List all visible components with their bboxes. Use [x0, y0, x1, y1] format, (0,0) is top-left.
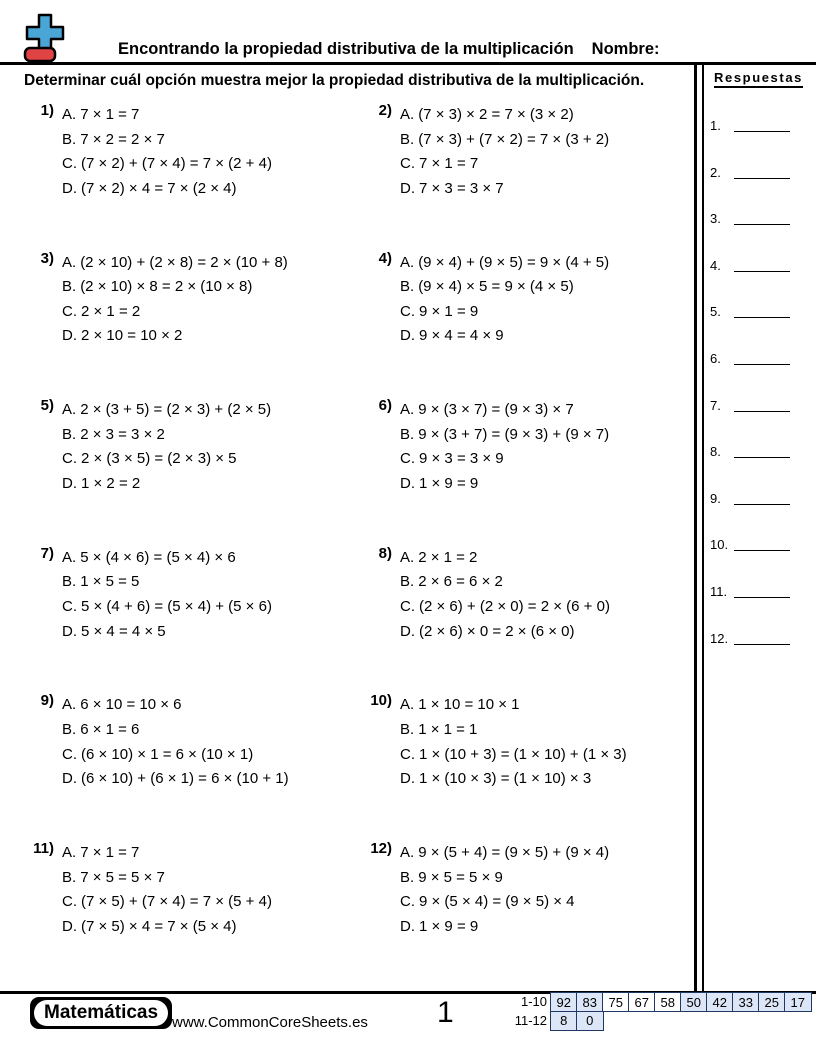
answer-number: 2.: [710, 164, 721, 180]
option-text: (7 × 2) + (7 × 4) = 7 × (2 + 4): [81, 155, 272, 173]
instruction-text: Determinar cuál opción muestra mejor la propiedad distributiva de la multiplicación.: [24, 72, 645, 89]
option-label: B.: [400, 278, 415, 296]
answer-blank[interactable]: [734, 304, 790, 318]
option-label: C.: [62, 155, 77, 173]
option-line: [400, 324, 609, 349]
option-line: [62, 767, 289, 792]
option-label: D.: [400, 179, 415, 197]
option-text: 9 × 1 = 9: [419, 302, 479, 320]
option-text: (7 × 5) × 4 = 7 × (5 × 4): [81, 917, 237, 935]
option-line: [400, 447, 609, 472]
option-label: D.: [400, 474, 415, 492]
option-list: [400, 546, 610, 644]
option-label: A.: [62, 696, 77, 714]
option-text: (7 × 5) + (7 × 4) = 7 × (5 + 4): [81, 893, 272, 911]
answer-number: 9.: [710, 490, 721, 506]
option-list: [400, 841, 609, 939]
option-label: D.: [62, 327, 77, 345]
option-line: [400, 866, 609, 891]
option-label: A.: [62, 843, 77, 861]
score-cell: 8: [550, 1011, 578, 1031]
score-cell: 92: [550, 992, 578, 1012]
option-list: [400, 398, 609, 496]
answer-number: 3.: [710, 211, 721, 227]
problem: [362, 248, 700, 396]
option-line: [400, 423, 609, 448]
answer-item: [710, 302, 810, 349]
option-line: [62, 743, 289, 768]
option-label: D.: [62, 179, 77, 197]
option-line: [62, 152, 272, 177]
answer-blank[interactable]: [734, 165, 790, 179]
option-label: A.: [400, 106, 415, 123]
score-cell: 25: [758, 992, 786, 1012]
option-line: [400, 251, 609, 276]
score-cell: 50: [680, 992, 708, 1012]
option-text: 1 × 9 = 9: [419, 474, 479, 492]
option-text: 7 × 2 = 2 × 7: [80, 130, 165, 148]
option-list: [62, 693, 289, 791]
answer-item: [710, 629, 810, 676]
option-label: C.: [62, 893, 77, 911]
option-label: A.: [400, 401, 415, 419]
option-label: B.: [400, 425, 415, 443]
answers-panel: [701, 62, 816, 991]
option-text: 9 × 5 = 5 × 9: [418, 868, 503, 886]
option-text: 2 × 1 = 2: [418, 548, 478, 566]
answer-item: [710, 535, 810, 582]
option-label: D.: [62, 917, 77, 935]
option-label: A.: [400, 548, 415, 566]
problem-number: 7): [40, 544, 54, 562]
problem-number: 10): [370, 692, 392, 710]
score-cell: 0: [576, 1011, 604, 1031]
answer-number: 4.: [710, 257, 721, 273]
option-line: [62, 915, 272, 940]
option-text: (7 × 2) × 4 = 7 × (2 × 4): [81, 179, 237, 197]
option-line: [62, 398, 271, 423]
option-label: C.: [400, 597, 415, 615]
option-label: A.: [400, 253, 415, 271]
answer-number: 6.: [710, 350, 721, 366]
answer-blank[interactable]: [734, 584, 790, 598]
problem: [362, 690, 700, 838]
option-text: 1 × 5 = 5: [80, 573, 140, 591]
option-text: (6 × 10) × 1 = 6 × (10 × 1): [81, 745, 254, 763]
option-text: 7 × 3 = 3 × 7: [419, 179, 504, 197]
option-label: C.: [400, 745, 415, 763]
option-text: (2 × 6) + (2 × 0) = 2 × (6 + 0): [419, 597, 610, 615]
option-line: [62, 128, 272, 153]
score-cell: 17: [784, 992, 812, 1012]
option-text: 2 × 10 = 10 × 2: [81, 327, 183, 345]
option-line: [62, 693, 289, 718]
problem-number: 3): [40, 249, 54, 267]
option-text: 2 × (3 × 5) = (2 × 3) × 5: [81, 450, 237, 468]
option-text: 5 × 4 = 4 × 5: [81, 622, 166, 640]
answers-title: Respuestas: [714, 70, 803, 88]
answer-number: 11.: [710, 583, 728, 599]
problem-number: 9): [40, 692, 54, 710]
answer-blank[interactable]: [734, 491, 790, 505]
problem-number: 4): [378, 249, 392, 267]
option-line: [400, 546, 610, 571]
option-line: [62, 620, 272, 645]
problem: [24, 248, 362, 396]
option-list: [400, 103, 609, 201]
option-label: C.: [62, 597, 77, 615]
answers-list: [710, 116, 810, 675]
option-line: [62, 570, 272, 595]
problem: [24, 690, 362, 838]
option-line: [62, 300, 288, 325]
option-label: C.: [62, 745, 77, 763]
option-text: 1 × 10 = 10 × 1: [418, 696, 520, 714]
option-label: C.: [400, 155, 415, 173]
answer-number: 7.: [710, 397, 721, 413]
option-label: C.: [62, 302, 77, 320]
option-label: B.: [62, 278, 77, 296]
option-line: [400, 718, 627, 743]
option-text: 6 × 10 = 10 × 6: [80, 696, 182, 714]
option-line: [62, 275, 288, 300]
option-label: D.: [62, 474, 77, 492]
option-label: A.: [62, 401, 77, 419]
option-text: 6 × 1 = 6: [80, 720, 140, 738]
option-label: B.: [62, 573, 77, 591]
option-text: 1 × 9 = 9: [419, 917, 479, 935]
option-line: [62, 251, 288, 276]
option-line: [62, 718, 289, 743]
option-text: 7 × 1 = 7: [80, 843, 140, 861]
option-label: C.: [400, 450, 415, 468]
option-label: C.: [62, 450, 77, 468]
option-text: 2 × 3 = 3 × 2: [80, 425, 165, 443]
problem: [24, 100, 362, 248]
option-text: 7 × 1 = 7: [80, 106, 140, 123]
problem: [24, 395, 362, 543]
option-line: [62, 841, 272, 866]
option-label: B.: [62, 720, 77, 738]
option-label: D.: [400, 327, 415, 345]
option-label: C.: [400, 302, 415, 320]
option-line: [62, 595, 272, 620]
option-label: B.: [62, 130, 77, 148]
option-list: [62, 841, 272, 939]
option-text: 9 × (3 + 7) = (9 × 3) + (9 × 7): [418, 425, 610, 443]
answer-blank[interactable]: [734, 537, 790, 551]
score-range-label: 11-12: [514, 1012, 547, 1028]
problem-number: 5): [40, 397, 54, 415]
brand-logo-label: Matemáticas: [34, 1000, 168, 1026]
score-cell: 83: [576, 992, 604, 1012]
score-cell: 75: [602, 992, 630, 1012]
option-text: 9 × (5 × 4) = (9 × 5) × 4: [419, 893, 575, 911]
option-text: (7 × 3) + (7 × 2) = 7 × (3 + 2): [418, 130, 610, 148]
option-label: C.: [400, 893, 415, 911]
option-line: [400, 767, 627, 792]
option-text: 9 × 4 = 4 × 9: [419, 327, 504, 345]
score-grid: [505, 992, 816, 1031]
page-title: Encontrando la propiedad distributiva de la multiplicación: [118, 40, 574, 58]
option-text: (9 × 4) × 5 = 9 × (4 × 5): [418, 278, 574, 296]
score-cell: 67: [628, 992, 656, 1012]
answer-blank[interactable]: [734, 351, 790, 365]
option-text: 7 × 5 = 5 × 7: [80, 868, 165, 886]
answer-item: [710, 256, 810, 303]
option-text: 9 × (5 + 4) = (9 × 5) + (9 × 4): [418, 843, 610, 861]
option-text: 1 × 2 = 2: [81, 474, 141, 492]
website-link[interactable]: www.CommonCoreSheets.es: [172, 1014, 368, 1031]
answer-item: [710, 163, 810, 210]
option-text: 7 × 1 = 7: [419, 155, 479, 173]
option-line: [400, 620, 610, 645]
option-line: [400, 890, 609, 915]
option-list: [62, 398, 271, 496]
problems-grid: [24, 100, 700, 986]
problem: [362, 838, 700, 986]
option-text: (9 × 4) + (9 × 5) = 9 × (4 + 5): [418, 253, 610, 271]
option-text: 2 × (3 + 5) = (2 × 3) + (2 × 5): [80, 401, 272, 419]
answer-blank[interactable]: [734, 444, 790, 458]
score-cell: 42: [706, 992, 734, 1012]
score-range-label: 1-10: [520, 994, 547, 1009]
answer-number: 8.: [710, 444, 721, 460]
option-list: [400, 693, 627, 791]
answer-item: [710, 116, 810, 163]
plus-icon: [22, 12, 68, 64]
option-text: (2 × 10) + (2 × 8) = 2 × (10 + 8): [80, 253, 288, 271]
option-label: A.: [62, 106, 77, 123]
option-line: [62, 890, 272, 915]
option-label: D.: [400, 622, 415, 640]
option-list: [400, 251, 609, 349]
option-line: [400, 275, 609, 300]
option-line: [400, 128, 609, 153]
option-label: A.: [62, 548, 77, 566]
problem-number: 8): [378, 544, 392, 562]
option-line: [62, 447, 271, 472]
answer-item: [710, 209, 810, 256]
option-list: [62, 103, 272, 201]
option-label: B.: [62, 425, 77, 443]
problem-number: 12): [370, 839, 392, 857]
option-line: [400, 841, 609, 866]
option-line: [400, 177, 609, 202]
option-label: A.: [62, 253, 77, 271]
option-text: 9 × 3 = 3 × 9: [419, 450, 504, 468]
score-cell: 58: [654, 992, 682, 1012]
option-text: 1 × (10 + 3) = (1 × 10) + (1 × 3): [419, 745, 627, 763]
answer-number: 12.: [710, 630, 729, 646]
answer-item: [710, 582, 810, 629]
option-label: B.: [400, 130, 415, 148]
option-text: (7 × 3) × 2 = 7 × (3 × 2): [418, 106, 574, 123]
option-line: [400, 103, 609, 128]
score-row: [505, 1011, 816, 1031]
option-label: D.: [400, 770, 415, 788]
option-label: D.: [62, 770, 77, 788]
option-line: [400, 398, 609, 423]
option-list: [62, 546, 272, 644]
option-text: (2 × 6) × 0 = 2 × (6 × 0): [419, 622, 575, 640]
option-line: [62, 324, 288, 349]
option-text: 2 × 1 = 2: [81, 302, 141, 320]
option-text: 1 × (10 × 3) = (1 × 10) × 3: [419, 770, 592, 788]
option-line: [400, 915, 609, 940]
option-label: D.: [62, 622, 77, 640]
answer-blank[interactable]: [734, 631, 790, 645]
option-line: [62, 177, 272, 202]
answer-item: [710, 442, 810, 489]
option-label: B.: [62, 868, 77, 886]
problem: [362, 543, 700, 691]
score-cell: 33: [732, 992, 760, 1012]
option-text: 5 × (4 + 6) = (5 × 4) + (5 × 6): [81, 597, 272, 615]
option-text: 2 × 6 = 6 × 2: [418, 573, 503, 591]
option-text: 9 × (3 × 7) = (9 × 3) × 7: [418, 401, 574, 419]
problem-number: 11): [33, 839, 54, 857]
answer-item: [710, 396, 810, 443]
answer-number: 5.: [710, 304, 721, 320]
option-line: [400, 743, 627, 768]
option-line: [62, 546, 272, 571]
option-line: [62, 423, 271, 448]
option-label: A.: [400, 696, 415, 714]
problem: [362, 395, 700, 543]
option-text: 5 × (4 × 6) = (5 × 4) × 6: [80, 548, 236, 566]
option-label: B.: [400, 573, 415, 591]
problem-number: 2): [378, 102, 392, 119]
answer-blank[interactable]: [734, 118, 790, 132]
brand-logo: [30, 997, 172, 1029]
problem: [24, 543, 362, 691]
score-row: [505, 992, 816, 1012]
answer-blank[interactable]: [734, 258, 790, 272]
option-label: D.: [400, 917, 415, 935]
option-text: (6 × 10) + (6 × 1) = 6 × (10 + 1): [81, 770, 289, 788]
problem-number: 6): [378, 397, 392, 415]
page-number: 1: [437, 996, 454, 1029]
option-line: [62, 866, 272, 891]
name-label: Nombre:: [591, 40, 660, 58]
option-label: A.: [400, 843, 415, 861]
option-text: (2 × 10) × 8 = 2 × (10 × 8): [80, 278, 253, 296]
option-line: [400, 472, 609, 497]
option-line: [400, 152, 609, 177]
option-label: B.: [400, 720, 415, 738]
answer-item: [710, 349, 810, 396]
problem-number: 1): [40, 102, 54, 119]
option-line: [62, 472, 271, 497]
option-line: [62, 103, 272, 128]
option-line: [400, 570, 610, 595]
option-line: [400, 595, 610, 620]
option-list: [62, 251, 288, 349]
option-line: [400, 300, 609, 325]
option-line: [400, 693, 627, 718]
answer-blank[interactable]: [734, 211, 790, 225]
problem: [24, 838, 362, 986]
answer-blank[interactable]: [734, 398, 790, 412]
problem: [362, 100, 700, 248]
answer-item: [710, 489, 810, 536]
answer-number: 1.: [710, 118, 721, 133]
option-text: 1 × 1 = 1: [418, 720, 478, 738]
answer-number: 10.: [710, 537, 729, 553]
option-label: B.: [400, 868, 415, 886]
